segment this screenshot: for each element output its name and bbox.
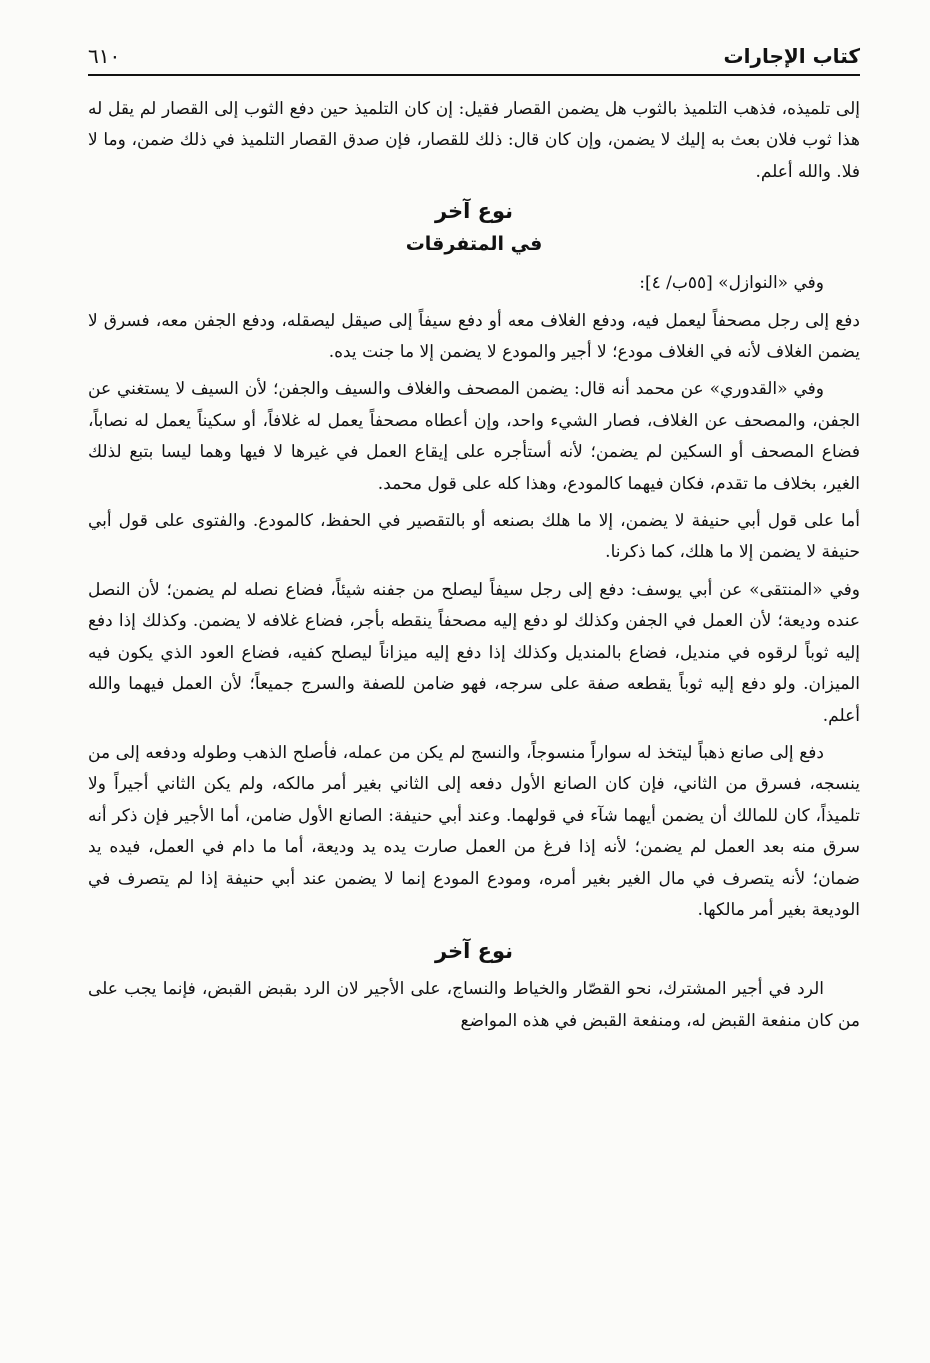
page-number: ٦١٠ (88, 44, 121, 68)
section-subtitle: في المتفرقات (405, 233, 543, 256)
paragraph: وفي «القدوري» عن محمد أنه قال: يضمن المصحف والغلاف والسيف والجفن؛ لأن السيف لا يستغني عن الجفن، والمصحف عن الغلاف، فصار الشيء واحد، وإن أعطاه مصحفاً يعمل له غلافاً، أو سكيناً يعمل له نصاباً، فضاع المصحف أو السكين لم يضمن؛ لأنه أستأجره على إيقاع العمل في غيرها لا فيها وهما ليسا بتبع لذلك الغير، بخلاف ما تقدم، فكان فيهما كالمودع، وهذا كله على قول محمد. (88, 379, 860, 494)
page-header (88, 34, 860, 76)
running-title: كتاب الإجارات (723, 44, 860, 68)
paragraph-continuation: إلى تلميذه، فذهب التلميذ بالثوب هل يضمن القصار فقيل: إن كان التلميذ حين دفع الثوب إلى القصار لم يقل له هذا ثوب فلان بعث به إليك لا يضمن، وإن كان قال: ذلك للقصار، فإن صدق القصار التلميذ في ذلك ضمن، وما لا فلا. والله أعلم. (88, 99, 860, 182)
page-body (88, 94, 860, 1043)
paragraph-source-nawazil: وفي «النوازل» [٥٥ب/ ٤]: (639, 273, 824, 294)
paragraph: أما على قول أبي حنيفة لا يضمن، إلا ما هلك بصنعه أو بالتقصير في الحفظ، كالمودع. والفتوى على قول أبي حنيفة لا يضمن إلا ما هلك، كما ذكرنا. (88, 511, 860, 563)
paragraph: دفع إلى صانع ذهباً ليتخذ له سواراً منسوجاً، والنسج لم يكن من عمله، فأصلح الذهب وطوله ودفعه إلى من ينسجه، فسرق من الثاني، فإن كان الصانع الأول دفعه إلى الثاني بغير أمر مالكه، ولم يكن الثاني أجيراً ولا تلميذاً، كان للمالك أن يضمن أيهما شآء في قولهما. وعند أبي حنيفة: الصانع الأول ضامن، أما الأجير فإن ذكر أنه سرق منه بعد العمل لم يضمن؛ لأنه إذا فرغ من العمل صارت يده يد وديعة، أما ما دام في العمل، فيده يد ضمان؛ لأنه يتصرف في مال الغير بغير أمره، ومودع المودع إنما لا يضمن عند أبي حنيفة إذا لم يتصرف في الوديعة بغير أمر مالكها. (88, 742, 860, 920)
paragraph: الرد في أجير المشترك، نحو القصّار والخياط والنساج، على الأجير لان الرد بقبض القبض، فإنما يجب على من كان منفعة القبض له، ومنفعة القبض في هذه المواضع (88, 979, 860, 1031)
paragraph: وفي «المنتقى» عن أبي يوسف: دفع إلى رجل سيفاً ليصلح من جفنه شيئاً، فضاع نصله لم يضمن؛ لأن النصل عنده وديعة؛ لأن العمل في الجفن وكذلك لو دفع إليه مصحفاً ينقطه بأجر، فضاع غلافه لا يضمن. وكذلك إذا دفع إليه ثوباً لرقوه في منديل، فضاع بالمنديل وكذلك إذا دفع إليه ميزاناً ليصلح كفيه، فضاع العود الذي يكون فيه الميزان. ولو دفع إليه ثوباً يقطعه صفة على سرجه، فهو ضامن للصفة والسرج جميعاً؛ لأن العمل فيهما والله أعلم. (88, 579, 860, 726)
paragraph: دفع إلى رجل مصحفاً ليعمل فيه، ودفع الغلاف معه أو دفع سيفاً إلى صيقل ليصقله، ودفع الجفن معه، فسرق لا يضمن الغلاف لأنه في الغلاف مودع؛ لا أجير والمودع لا يضمن إلا ما جنت يده. (88, 310, 860, 363)
section-title: نوع آخر (434, 939, 514, 964)
section-title: نوع آخر (434, 199, 514, 224)
